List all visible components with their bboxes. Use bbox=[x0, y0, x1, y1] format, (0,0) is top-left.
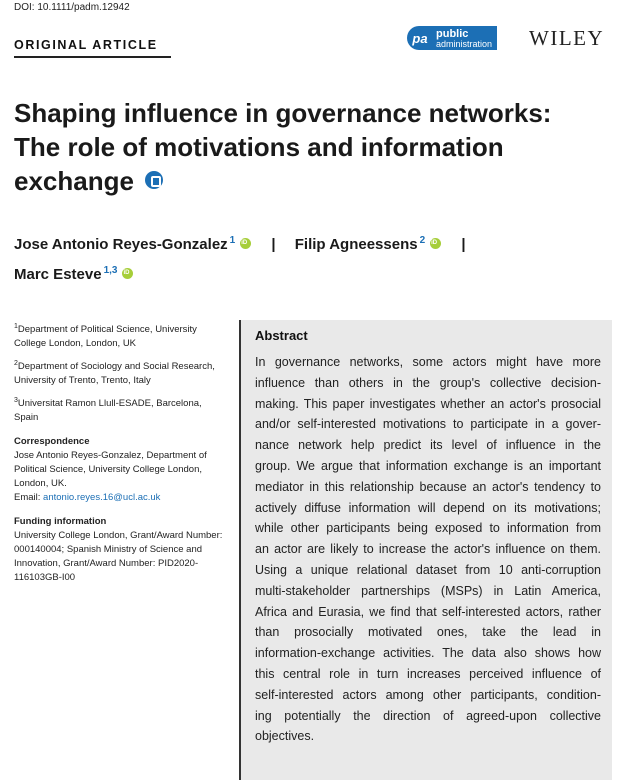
abstract-rule bbox=[239, 320, 241, 780]
abstract-body bbox=[255, 352, 601, 747]
abstract-line: Africa and Eurasia, we find that self-interested actors, rather bbox=[255, 604, 601, 619]
publisher-logo[interactable]: WILEY bbox=[529, 26, 605, 50]
email-link[interactable]: antonio.reyes.16@ucl.ac.uk bbox=[43, 492, 161, 503]
abstract-line: while other participants being exposed to information from bbox=[255, 521, 601, 536]
author-name[interactable]: Marc Esteve bbox=[14, 266, 102, 283]
journal-logo[interactable] bbox=[407, 26, 497, 50]
abstract-line: Using a unique relational dataset from 10 anti-corruption bbox=[255, 562, 601, 577]
abstract-line: In governance networks, some actors might have more bbox=[255, 355, 601, 369]
title-line: The role of motivations and information bbox=[14, 132, 504, 162]
title-line: exchange bbox=[14, 166, 134, 196]
abstract-line: making. This paper investigates whether an actor's prosocial bbox=[255, 396, 601, 411]
abstract-line: multi-stakeholder partnerships (MSPs) in Latin America, bbox=[255, 583, 601, 598]
author-name[interactable]: Filip Agneessens bbox=[294, 236, 418, 253]
abstract-line: an actor are likely to increase the actor's influence on them. bbox=[255, 542, 601, 557]
author-separator: | bbox=[461, 236, 466, 253]
affiliation-number: 3 bbox=[14, 397, 18, 404]
funding-heading: Funding information bbox=[14, 516, 107, 527]
abstract-line: group. We argue that information exchange is an important bbox=[255, 458, 601, 473]
abstract-heading: Abstract bbox=[255, 328, 308, 343]
orcid-icon[interactable] bbox=[122, 268, 133, 279]
journal-wordmark-line1: public bbox=[436, 27, 469, 40]
affiliation-text: Department of Sociology and Social Research, University of Trento, Trento, Italy bbox=[14, 361, 215, 386]
journal-mark-icon: pa bbox=[407, 26, 433, 50]
funding-text: University College London, Grant/Award Number: 000140004; Spanish Ministry of Science and Innovation, Grant/Award Number: PID2020-116103GB-I00 bbox=[14, 530, 223, 583]
journal-wordmark bbox=[433, 26, 497, 50]
section-label: ORIGINAL ARTICLE bbox=[14, 38, 158, 52]
affiliation-text: Universitat Ramon Llull-ESADE, Barcelona, Spain bbox=[14, 398, 202, 423]
open-access-icon[interactable] bbox=[145, 171, 163, 189]
abstract-line: this central role in turn increases perceived influence of bbox=[255, 666, 601, 681]
article-title bbox=[14, 96, 574, 198]
correspondence-heading: Correspondence bbox=[14, 436, 90, 447]
affiliation-text: Department of Political Science, University College London, London, UK bbox=[14, 324, 197, 349]
author-affiliation-ref[interactable]: 1,3 bbox=[103, 265, 118, 276]
abstract-line: mediator in this relationship because an actor's tendency to bbox=[255, 479, 601, 494]
abstract-line: nance network help predict its level of influence in the bbox=[255, 438, 601, 453]
orcid-icon[interactable] bbox=[430, 238, 441, 249]
affiliation bbox=[14, 320, 226, 351]
affiliation bbox=[14, 357, 226, 388]
author-separator: | bbox=[271, 236, 276, 253]
title-line: Shaping influence in governance networks: bbox=[14, 98, 552, 128]
abstract-line: influence than others in the group's collective decision- bbox=[255, 375, 601, 390]
author-affiliation-ref[interactable]: 2 bbox=[419, 235, 426, 246]
abstract-line: than prosocially motivated ones, take the lead in bbox=[255, 625, 601, 640]
abstract-line: actively diffuse information will depend on its motivations; bbox=[255, 500, 601, 515]
journal-wordmark-line2: administration bbox=[436, 38, 493, 49]
author-name[interactable]: Jose Antonio Reyes-Gonzalez bbox=[14, 236, 228, 253]
orcid-icon[interactable] bbox=[240, 238, 251, 249]
article-info-sidebar bbox=[14, 320, 226, 585]
email-label: Email: bbox=[14, 492, 44, 503]
affiliation-number: 2 bbox=[14, 360, 18, 367]
section-rule bbox=[14, 56, 171, 58]
author-list bbox=[14, 228, 594, 288]
abstract-line: and/or self-interested motivations to participate in a gover- bbox=[255, 417, 601, 432]
author-affiliation-ref[interactable]: 1 bbox=[229, 235, 236, 246]
abstract-line: ing potentially the direction of agreed-upon collective bbox=[255, 708, 601, 723]
affiliation bbox=[14, 394, 226, 425]
correspondence-email bbox=[14, 491, 226, 505]
doi: DOI: 10.1111/padm.12942 bbox=[14, 2, 130, 13]
correspondence-text: Jose Antonio Reyes-Gonzalez, Department of Political Science, University College London, London, UK. bbox=[14, 450, 207, 489]
abstract-line: objectives. bbox=[255, 729, 315, 744]
abstract-line: self-interested actors among other participants, condition- bbox=[255, 687, 601, 702]
abstract-line: information-exchange activities. The data also shows how bbox=[255, 646, 601, 661]
affiliation-number: 1 bbox=[14, 323, 18, 330]
